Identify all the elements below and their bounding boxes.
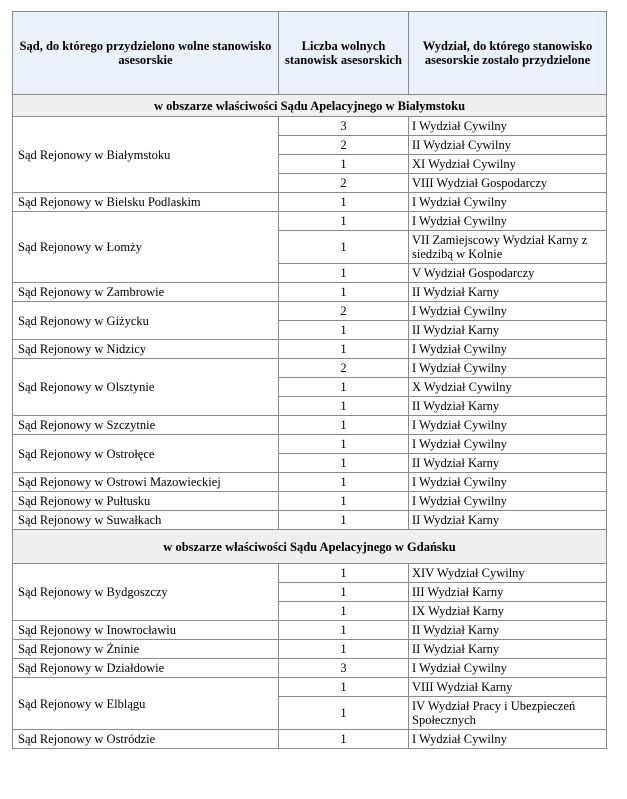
department-cell: XI Wydział Cywilny <box>409 155 607 174</box>
department-cell: II Wydział Karny <box>409 454 607 473</box>
position-count-cell: 1 <box>279 621 409 640</box>
position-count-cell: 1 <box>279 321 409 340</box>
department-cell: II Wydział Karny <box>409 511 607 530</box>
department-cell: VII Zamiejscowy Wydział Karny z siedzibą w Kolnie <box>409 231 607 264</box>
table-row <box>13 621 607 640</box>
table-body <box>13 95 607 749</box>
position-count-cell: 1 <box>279 697 409 730</box>
table-row <box>13 283 607 302</box>
position-count-cell: 1 <box>279 231 409 264</box>
court-name-cell: Sąd Rejonowy w Łomży <box>13 212 279 283</box>
position-count-cell: 1 <box>279 212 409 231</box>
court-name-cell: Sąd Rejonowy w Nidzicy <box>13 340 279 359</box>
position-count-cell: 1 <box>279 492 409 511</box>
court-name-cell: Sąd Rejonowy w Pułtusku <box>13 492 279 511</box>
table-row <box>13 511 607 530</box>
department-cell: IX Wydział Karny <box>409 602 607 621</box>
department-cell: I Wydział Cywilny <box>409 212 607 231</box>
table-row <box>13 340 607 359</box>
department-cell: VIII Wydział Karny <box>409 678 607 697</box>
table-row <box>13 659 607 678</box>
table-row <box>13 302 607 321</box>
position-count-cell: 1 <box>279 564 409 583</box>
court-name-cell: Sąd Rejonowy w Ostrowi Mazowieckiej <box>13 473 279 492</box>
position-count-cell: 2 <box>279 174 409 193</box>
position-count-cell: 1 <box>279 511 409 530</box>
department-cell: III Wydział Karny <box>409 583 607 602</box>
table-row <box>13 473 607 492</box>
department-cell: I Wydział Cywilny <box>409 359 607 378</box>
position-count-cell: 1 <box>279 640 409 659</box>
department-cell: X Wydział Cywilny <box>409 378 607 397</box>
court-name-cell: Sąd Rejonowy w Szczytnie <box>13 416 279 435</box>
header-department: Wydział, do którego stanowisko asesorskie zostało przydzielone <box>409 12 607 95</box>
position-count-cell: 1 <box>279 193 409 212</box>
table-row <box>13 435 607 454</box>
position-count-cell: 3 <box>279 117 409 136</box>
section-title: w obszarze właściwości Sądu Apelacyjnego w Białymstoku <box>13 95 607 117</box>
table-row <box>13 193 607 212</box>
position-count-cell: 1 <box>279 678 409 697</box>
position-count-cell: 1 <box>279 416 409 435</box>
table-row <box>13 117 607 136</box>
table-header <box>13 12 607 95</box>
table-row <box>13 416 607 435</box>
position-count-cell: 2 <box>279 136 409 155</box>
table-row <box>13 492 607 511</box>
position-count-cell: 1 <box>279 435 409 454</box>
position-count-cell: 1 <box>279 583 409 602</box>
court-name-cell: Sąd Rejonowy w Ostródzie <box>13 730 279 749</box>
position-count-cell: 1 <box>279 340 409 359</box>
department-cell: I Wydział Cywilny <box>409 302 607 321</box>
header-count: Liczba wolnych stanowisk asesorskich <box>279 12 409 95</box>
position-count-cell: 1 <box>279 378 409 397</box>
department-cell: I Wydział Cywilny <box>409 435 607 454</box>
position-count-cell: 1 <box>279 454 409 473</box>
department-cell: I Wydział Cywilny <box>409 340 607 359</box>
court-name-cell: Sąd Rejonowy w Ostrołęce <box>13 435 279 473</box>
position-count-cell: 2 <box>279 302 409 321</box>
section-row <box>13 530 607 564</box>
position-count-cell: 3 <box>279 659 409 678</box>
department-cell: XIV Wydział Cywilny <box>409 564 607 583</box>
section-row <box>13 95 607 117</box>
court-name-cell: Sąd Rejonowy w Suwałkach <box>13 511 279 530</box>
department-cell: II Wydział Karny <box>409 283 607 302</box>
table-row <box>13 212 607 231</box>
position-count-cell: 1 <box>279 264 409 283</box>
position-count-cell: 1 <box>279 155 409 174</box>
department-cell: I Wydział Cywilny <box>409 416 607 435</box>
court-name-cell: Sąd Rejonowy w Bielsku Podlaskim <box>13 193 279 212</box>
court-name-cell: Sąd Rejonowy w Zambrowie <box>13 283 279 302</box>
table-row <box>13 359 607 378</box>
court-name-cell: Sąd Rejonowy w Giżycku <box>13 302 279 340</box>
position-count-cell: 1 <box>279 397 409 416</box>
position-count-cell: 1 <box>279 730 409 749</box>
assessor-positions-table <box>12 11 607 749</box>
department-cell: VIII Wydział Gospodarczy <box>409 174 607 193</box>
department-cell: II Wydział Cywilny <box>409 136 607 155</box>
position-count-cell: 1 <box>279 602 409 621</box>
court-name-cell: Sąd Rejonowy w Olsztynie <box>13 359 279 416</box>
department-cell: I Wydział Cywilny <box>409 492 607 511</box>
court-name-cell: Sąd Rejonowy w Bydgoszczy <box>13 564 279 621</box>
table-row <box>13 730 607 749</box>
court-name-cell: Sąd Rejonowy w Działdowie <box>13 659 279 678</box>
department-cell: I Wydział Cywilny <box>409 659 607 678</box>
section-title: w obszarze właściwości Sądu Apelacyjnego w Gdańsku <box>13 530 607 564</box>
table-row <box>13 678 607 697</box>
table-row <box>13 640 607 659</box>
court-name-cell: Sąd Rejonowy w Inowrocławiu <box>13 621 279 640</box>
court-name-cell: Sąd Rejonowy w Elblągu <box>13 678 279 730</box>
department-cell: I Wydział Cywilny <box>409 193 607 212</box>
department-cell: IV Wydział Pracy i Ubezpieczeń Społecznych <box>409 697 607 730</box>
position-count-cell: 2 <box>279 359 409 378</box>
department-cell: II Wydział Karny <box>409 640 607 659</box>
department-cell: II Wydział Karny <box>409 321 607 340</box>
department-cell: I Wydział Cywilny <box>409 117 607 136</box>
department-cell: II Wydział Karny <box>409 397 607 416</box>
department-cell: I Wydział Cywilny <box>409 473 607 492</box>
position-count-cell: 1 <box>279 283 409 302</box>
department-cell: V Wydział Gospodarczy <box>409 264 607 283</box>
table-row <box>13 564 607 583</box>
header-court: Sąd, do którego przydzielono wolne stanowisko asesorskie <box>13 12 279 95</box>
court-name-cell: Sąd Rejonowy w Żninie <box>13 640 279 659</box>
department-cell: I Wydział Cywilny <box>409 730 607 749</box>
court-name-cell: Sąd Rejonowy w Białymstoku <box>13 117 279 193</box>
position-count-cell: 1 <box>279 473 409 492</box>
department-cell: II Wydział Karny <box>409 621 607 640</box>
